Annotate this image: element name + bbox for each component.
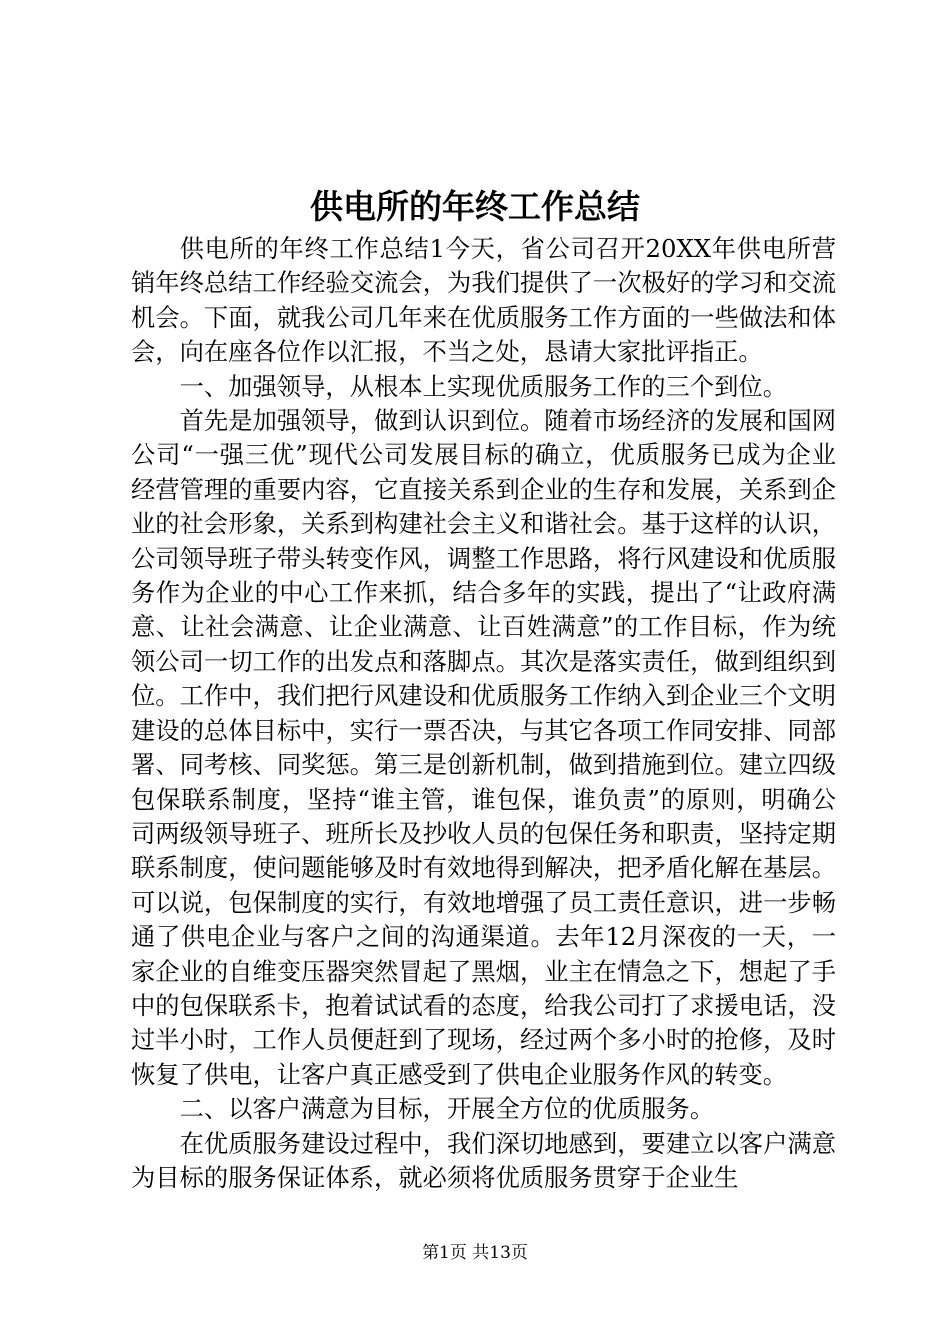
section-heading-1: 一、加强领导，从根本上实现优质服务工作的三个到位。 [179,371,788,401]
paragraph-section-2: 在优质服务建设过程中，我们深切地感到，要建立以客户满意为目标的服务保证体系，就必须将优质服务贯穿于企业生 [131,1128,836,1192]
paragraph-section-1: 首先是加强领导，做到认识到位。随着市场经济的发展和国网公司“一强三优”现代公司发展目标的确立，优质服务已成为企业经营管理的重要内容，它直接关系到企业的生存和发展，关系到企业的社会形象，关系到构建社会主义和谐社会。基于这样的认识，公司领导班子带头转变作风，调整工作思路，将行风建设和优质服务作为企业的中心工作来抓，结合多年的实践，提出了“让政府满意、让社会满意、让企业满意、让百姓满意”的工作目标，作为统领公司一切工作的出发点和落脚点。其次是落实责任，做到组织到位。工作中，我们把行风建设和优质服务工作纳入到企业三个文明建设的总体目标中，实行一票否决，与其它各项工作同安排、同部署、同考核、同奖惩。第三是创新机制，做到措施到位。建立四级包保联系制度，坚持“谁主管，谁包保，谁负责”的原则，明确公司两级领导班子、班所长及抄收人员的包保任务和职责，坚持定期联系制度，使问题能够及时有效地得到解决，把矛盾化解在基层。可以说，包保制度的实行，有效地增强了员工责任意识，进一步畅通了供电企业与客户之间的沟通渠道。去年12月深夜的一天，一家企业的自维变压器突然冒起了黑烟，业主在情急之下，想起了手中的包保联系卡，抱着试试看的态度，给我公司打了求援电话，没过半小时，工作人员便赶到了现场，经过两个多小时的抢修，及时恢复了供电，让客户真正感受到了供电企业服务作风的转变。 [131,406,836,1089]
document-body [131,232,836,1195]
document-title: 供电所的年终工作总结 [310,187,640,226]
page-number-footer: 第1页 共13页 [422,1243,528,1263]
section-heading-2: 二、以客户满意为目标，开展全方位的优质服务。 [179,1094,715,1124]
paragraph-intro: 供电所的年终工作总结1今天，省公司召开20XX年供电所营销年终总结工作经验交流会，为我们提供了一次极好的学习和交流机会。下面，就我公司几年来在优质服务工作方面的一些做法和体会，向在座各位作以汇报，不当之处，恳请大家批评指正。 [131,234,836,367]
